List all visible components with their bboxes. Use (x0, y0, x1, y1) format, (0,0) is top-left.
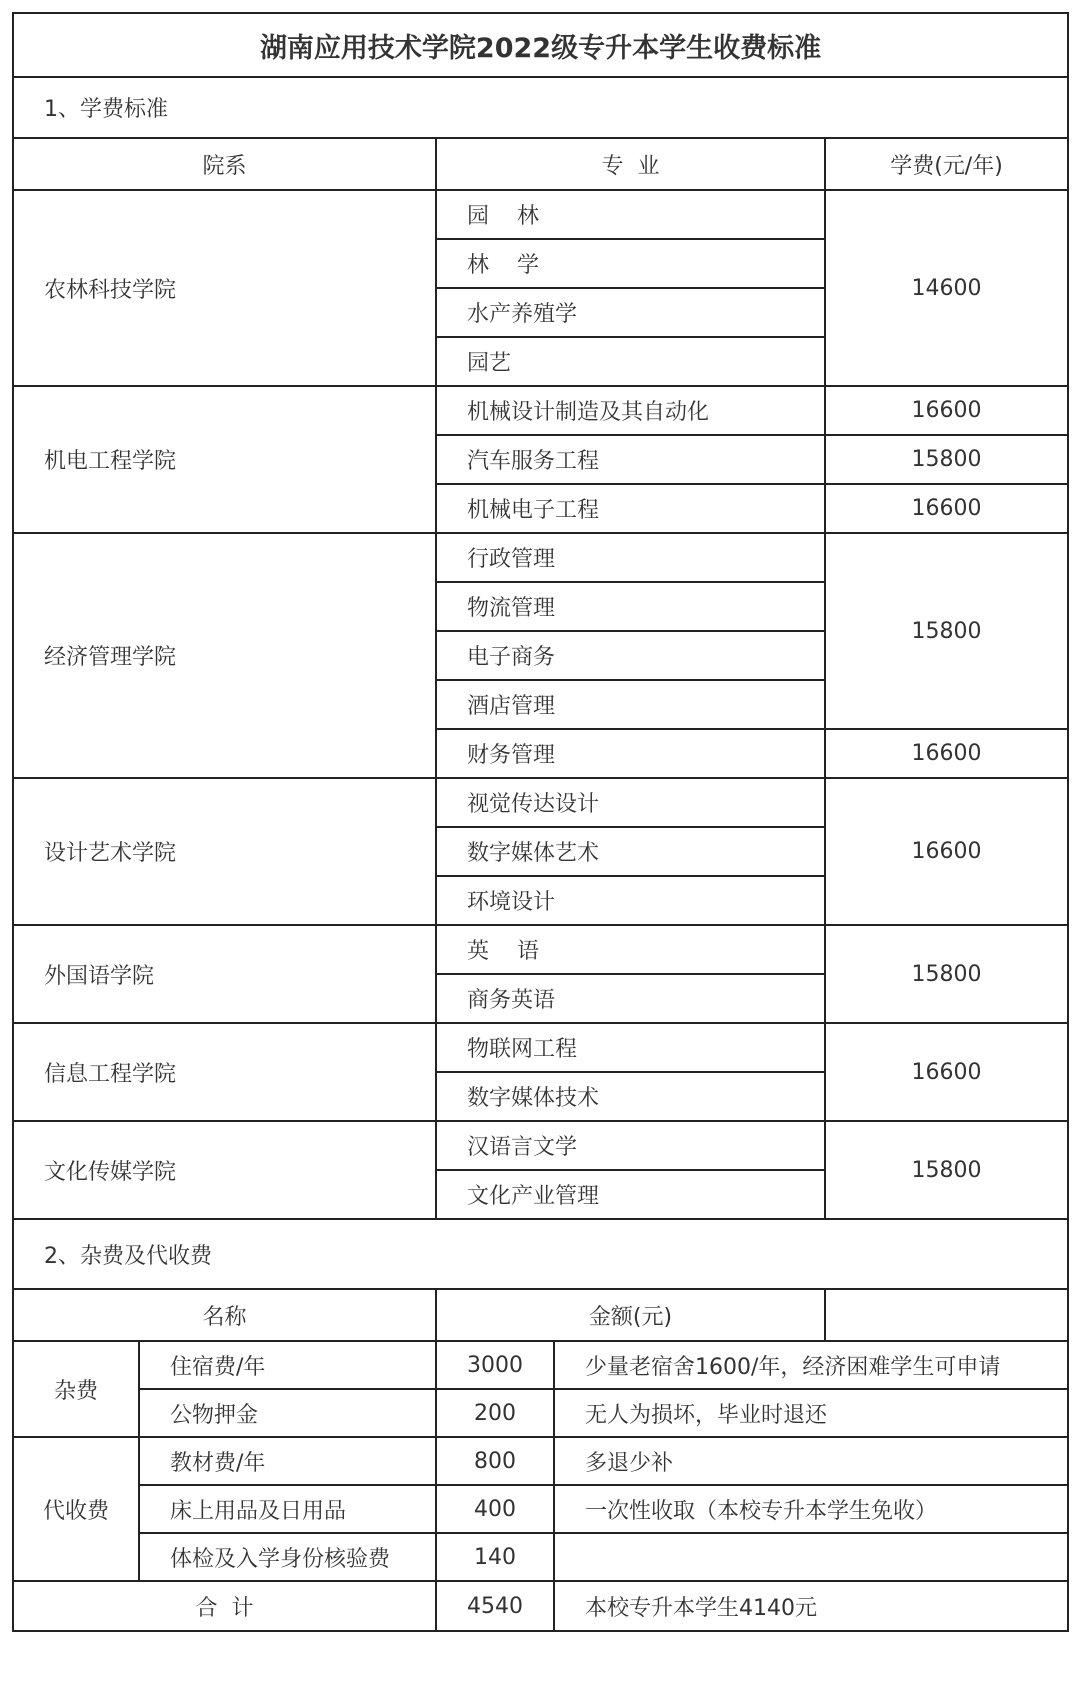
table-row (13, 925, 1068, 974)
fee-row (13, 1485, 1068, 1533)
major-name: 机械电子工程 (436, 484, 825, 533)
major-name: 数字媒体技术 (436, 1072, 825, 1121)
major-name: 园 林 (436, 190, 825, 239)
table-row (13, 533, 1068, 582)
major-name: 物流管理 (436, 582, 825, 631)
major-name: 汽车服务工程 (436, 435, 825, 484)
tuition-fee: 15800 (825, 925, 1068, 1023)
table-row (13, 1121, 1068, 1170)
fee-note: 一次性收取（本校专升本学生免收） (554, 1485, 1068, 1533)
section-2-heading: 2、杂费及代收费 (13, 1219, 1068, 1289)
fee-amount: 400 (436, 1485, 554, 1533)
college-name: 机电工程学院 (13, 386, 436, 533)
tuition-fee: 16600 (825, 1023, 1068, 1121)
fee-note: 少量老宿舍1600/年，经济困难学生可申请 (554, 1341, 1068, 1389)
section-1-heading: 1、学费标准 (13, 77, 1068, 138)
total-note: 本校专升本学生4140元 (554, 1581, 1068, 1631)
major-name: 商务英语 (436, 974, 825, 1023)
table-row (13, 1023, 1068, 1072)
fee-row (13, 1533, 1068, 1581)
major-name: 环境设计 (436, 876, 825, 925)
tuition-fee: 16600 (825, 386, 1068, 435)
major-name: 机械设计制造及其自动化 (436, 386, 825, 435)
major-name: 财务管理 (436, 729, 825, 778)
tuition-fee: 15800 (825, 1121, 1068, 1219)
fee-note (554, 1533, 1068, 1581)
fee-item-name: 公物押金 (139, 1389, 436, 1437)
major-name: 水产养殖学 (436, 288, 825, 337)
fee-row (13, 1341, 1068, 1389)
fee-item-name: 住宿费/年 (139, 1341, 436, 1389)
column-header-note (825, 1289, 1068, 1341)
major-name: 电子商务 (436, 631, 825, 680)
college-name: 设计艺术学院 (13, 778, 436, 925)
tuition-fee: 15800 (825, 533, 1068, 729)
table-row (13, 778, 1068, 827)
college-name: 文化传媒学院 (13, 1121, 436, 1219)
major-name: 视觉传达设计 (436, 778, 825, 827)
fee-item-name: 教材费/年 (139, 1437, 436, 1485)
fee-standard-table (12, 12, 1069, 1632)
fee-row (13, 1437, 1068, 1485)
major-name: 文化产业管理 (436, 1170, 825, 1219)
column-header-name: 名称 (13, 1289, 436, 1341)
major-name: 行政管理 (436, 533, 825, 582)
tuition-fee: 15800 (825, 435, 1068, 484)
fee-item-name: 床上用品及日用品 (139, 1485, 436, 1533)
tuition-fee: 14600 (825, 190, 1068, 386)
college-name: 信息工程学院 (13, 1023, 436, 1121)
column-header-college: 院系 (13, 138, 436, 190)
major-name: 酒店管理 (436, 680, 825, 729)
fee-item-name: 体检及入学身份核验费 (139, 1533, 436, 1581)
college-name: 农林科技学院 (13, 190, 436, 386)
fee-row (13, 1389, 1068, 1437)
major-name: 林 学 (436, 239, 825, 288)
column-header-major: 专 业 (436, 138, 825, 190)
fee-note: 多退少补 (554, 1437, 1068, 1485)
fee-amount: 200 (436, 1389, 554, 1437)
total-label: 合 计 (13, 1581, 436, 1631)
table-row (13, 190, 1068, 239)
tuition-fee: 16600 (825, 484, 1068, 533)
major-name: 园艺 (436, 337, 825, 386)
total-amount: 4540 (436, 1581, 554, 1631)
fee-amount: 800 (436, 1437, 554, 1485)
table-row (13, 386, 1068, 435)
major-name: 英 语 (436, 925, 825, 974)
fee-category: 杂费 (13, 1341, 139, 1437)
fee-amount: 3000 (436, 1341, 554, 1389)
column-header-amount: 金额(元) (436, 1289, 825, 1341)
major-name: 数字媒体艺术 (436, 827, 825, 876)
tuition-fee: 16600 (825, 729, 1068, 778)
major-name: 物联网工程 (436, 1023, 825, 1072)
college-name: 外国语学院 (13, 925, 436, 1023)
fee-amount: 140 (436, 1533, 554, 1581)
fee-category: 代收费 (13, 1437, 139, 1581)
major-name: 汉语言文学 (436, 1121, 825, 1170)
college-name: 经济管理学院 (13, 533, 436, 778)
page-title: 湖南应用技术学院2022级专升本学生收费标准 (13, 13, 1068, 77)
tuition-fee: 16600 (825, 778, 1068, 925)
column-header-fee: 学费(元/年) (825, 138, 1068, 190)
fee-note: 无人为损坏，毕业时退还 (554, 1389, 1068, 1437)
